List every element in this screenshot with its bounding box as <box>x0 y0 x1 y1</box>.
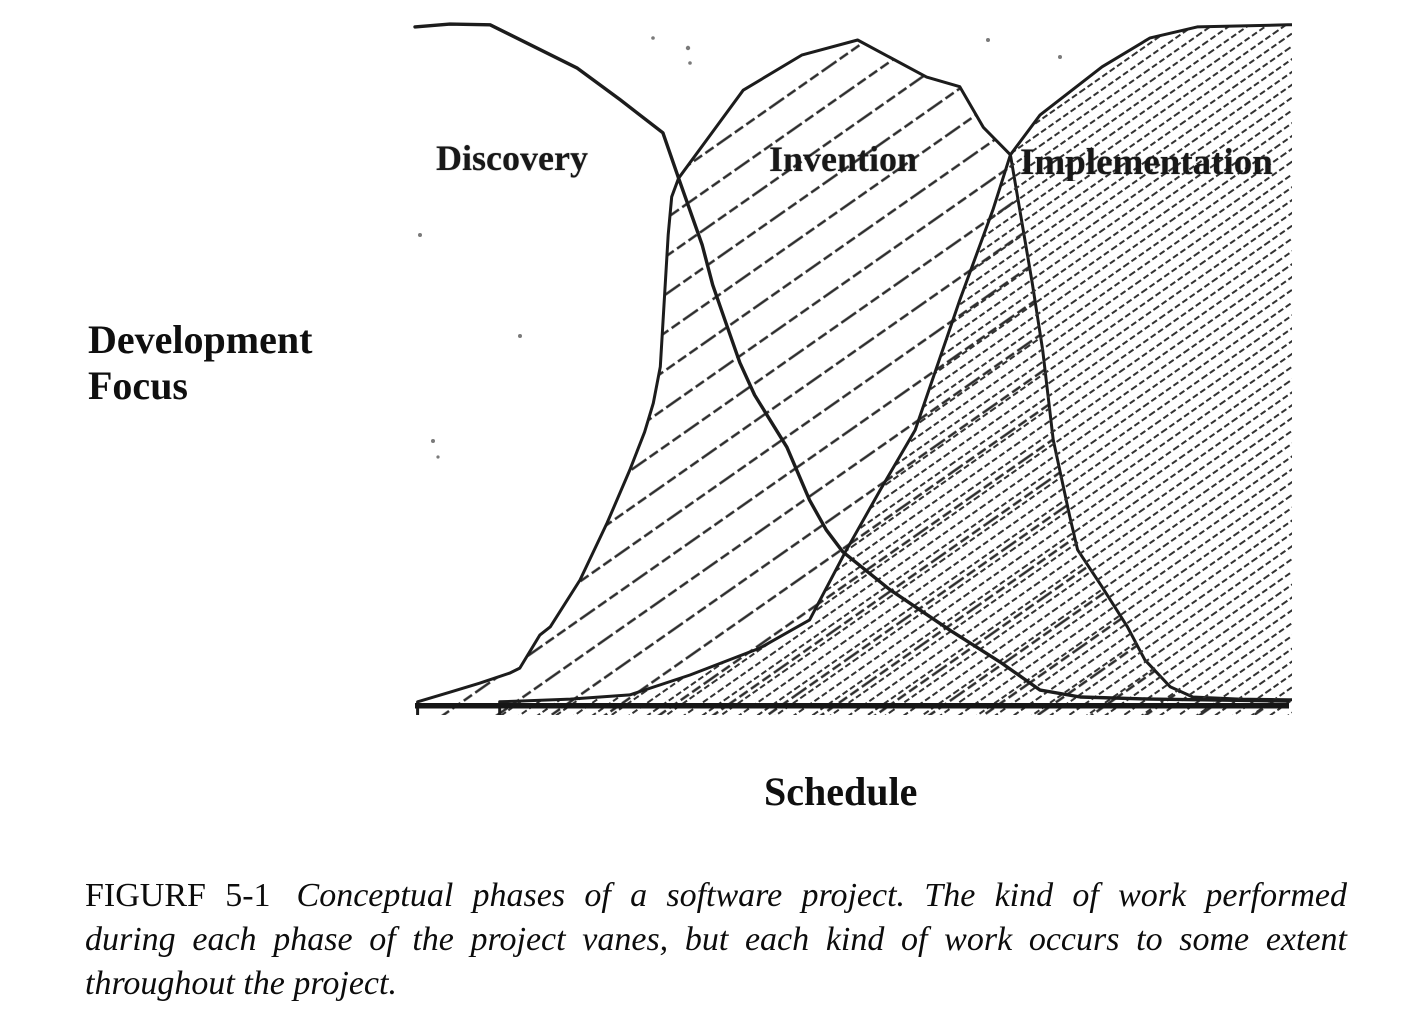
y-axis-label-line1: Development <box>88 317 313 362</box>
figure-caption <box>85 874 1347 1006</box>
speckle-dot <box>1058 55 1062 59</box>
speckle-dot <box>518 334 522 338</box>
speckle-dot <box>688 61 692 65</box>
y-axis-label-line2: Focus <box>88 363 188 408</box>
schedule-baseline <box>415 703 1289 709</box>
speckle-dot <box>418 233 422 237</box>
caption-line-1 <box>85 874 1347 918</box>
figure-number-label: FIGURF 5-1 <box>85 877 271 914</box>
phase-chart-svg <box>410 15 1292 715</box>
invention-area-label: Invention <box>769 139 918 179</box>
caption-line-3: throughout the project. <box>85 965 397 1002</box>
discovery-area-label: Discovery <box>436 138 588 178</box>
speckle-dot <box>431 439 435 443</box>
x-axis-label: Schedule <box>764 769 918 814</box>
caption-line-2: during each phase of the project vanes, but each kind of work occurs to some extent <box>85 921 1347 958</box>
speckle-dot <box>986 38 990 42</box>
speckle-dot <box>436 455 439 458</box>
caption-line1-text: Conceptual phases of a software project. The kind of work performed <box>296 877 1348 914</box>
speckle-dot <box>686 46 690 50</box>
implementation-area-label: Implementation <box>1020 144 1273 181</box>
speckle-dot <box>651 36 655 40</box>
y-axis-label <box>88 317 312 409</box>
